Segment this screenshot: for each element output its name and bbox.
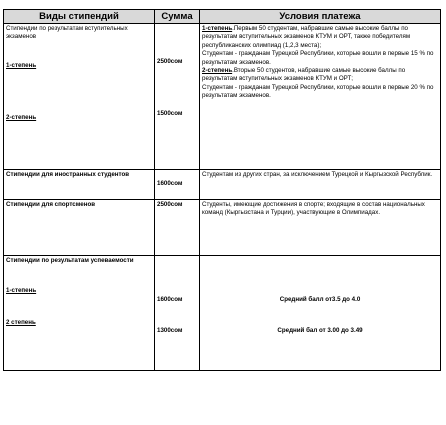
table-row <box>4 170 441 200</box>
row-type-cell <box>4 256 155 371</box>
condition-text: Студенты, имеющие достижения в спорте; входящие в состав национальных команд (Кыргызстана и Турции), участвующие в Олимпиадах. <box>202 201 425 217</box>
row-conditions-cell <box>200 24 441 170</box>
degree-heading: 2-степень <box>202 67 233 75</box>
degree-label: 2-степень <box>6 114 37 122</box>
degree-heading: 1-степень <box>202 25 233 32</box>
amount-value: 1600сом <box>157 180 183 187</box>
row-conditions-cell <box>200 256 441 371</box>
header-scholarship-type: Виды стипендий <box>4 10 155 24</box>
header-amount: Сумма <box>155 10 200 24</box>
row-title: Стипендии по результатам вступительных экзаменов <box>6 25 128 41</box>
scholarship-table <box>3 9 441 371</box>
row-conditions-cell <box>200 200 441 256</box>
amount-value: 2500сом <box>157 201 183 208</box>
row-type-cell <box>4 200 155 256</box>
table-row <box>4 24 441 170</box>
table-header-row <box>4 10 441 24</box>
header-payment-conditions: Условия платежа <box>200 10 441 24</box>
row-amount-cell <box>155 24 200 170</box>
row-title: Стипендии для иностранных студентов <box>6 171 130 178</box>
row-type-cell <box>4 170 155 200</box>
row-title: Стипендии по результатам успеваемости <box>6 257 134 264</box>
condition-text: Студентам - гражданам Турецкой Республики, которые вошли в первые 15 % по результатам экзаменов. <box>202 50 434 66</box>
condition-text: Средний бал от 3.00 до 3.49 <box>277 327 363 335</box>
row-type-cell <box>4 24 155 170</box>
condition-text: .Вторые 50 студентов, набравшие самые высокие баллы по результатам вступительных экзаменов КТУМ и ОРТ; <box>202 67 406 83</box>
row-amount-cell <box>155 256 200 371</box>
condition-text: Студентам из других стран, за исключением Турецкой и Кыргызской Республик. <box>202 171 433 178</box>
row-conditions-cell <box>200 170 441 200</box>
degree-label: 2 степень <box>6 318 36 326</box>
condition-text: Студентам - гражданам Турецкой Республики, которые вошли в первые 20 % по результатам экзаменов. <box>202 83 434 100</box>
row-amount-cell <box>155 170 200 200</box>
degree-label: 1-степень <box>6 61 37 69</box>
amount-value: 1500сом <box>157 110 183 118</box>
degree-label: 1-степень <box>6 287 37 295</box>
condition-text: Средний балл от3.5 до 4.0 <box>279 296 361 303</box>
row-title: Стипендии для спортсменов <box>6 201 96 208</box>
amount-value: 2500сом <box>157 58 183 65</box>
condition-text: .Первым 50 студентам, набравшие самые высокие баллы по результатам вступительных экзаменов КТУМ и ОРТ, также победителям республиканских олимпиад (1,2,3 места); <box>202 25 411 49</box>
row-amount-cell <box>155 200 200 256</box>
amount-value: 1300сом <box>157 327 183 335</box>
table-row <box>4 200 441 256</box>
amount-value: 1600сом <box>157 296 183 303</box>
table-row <box>4 256 441 371</box>
